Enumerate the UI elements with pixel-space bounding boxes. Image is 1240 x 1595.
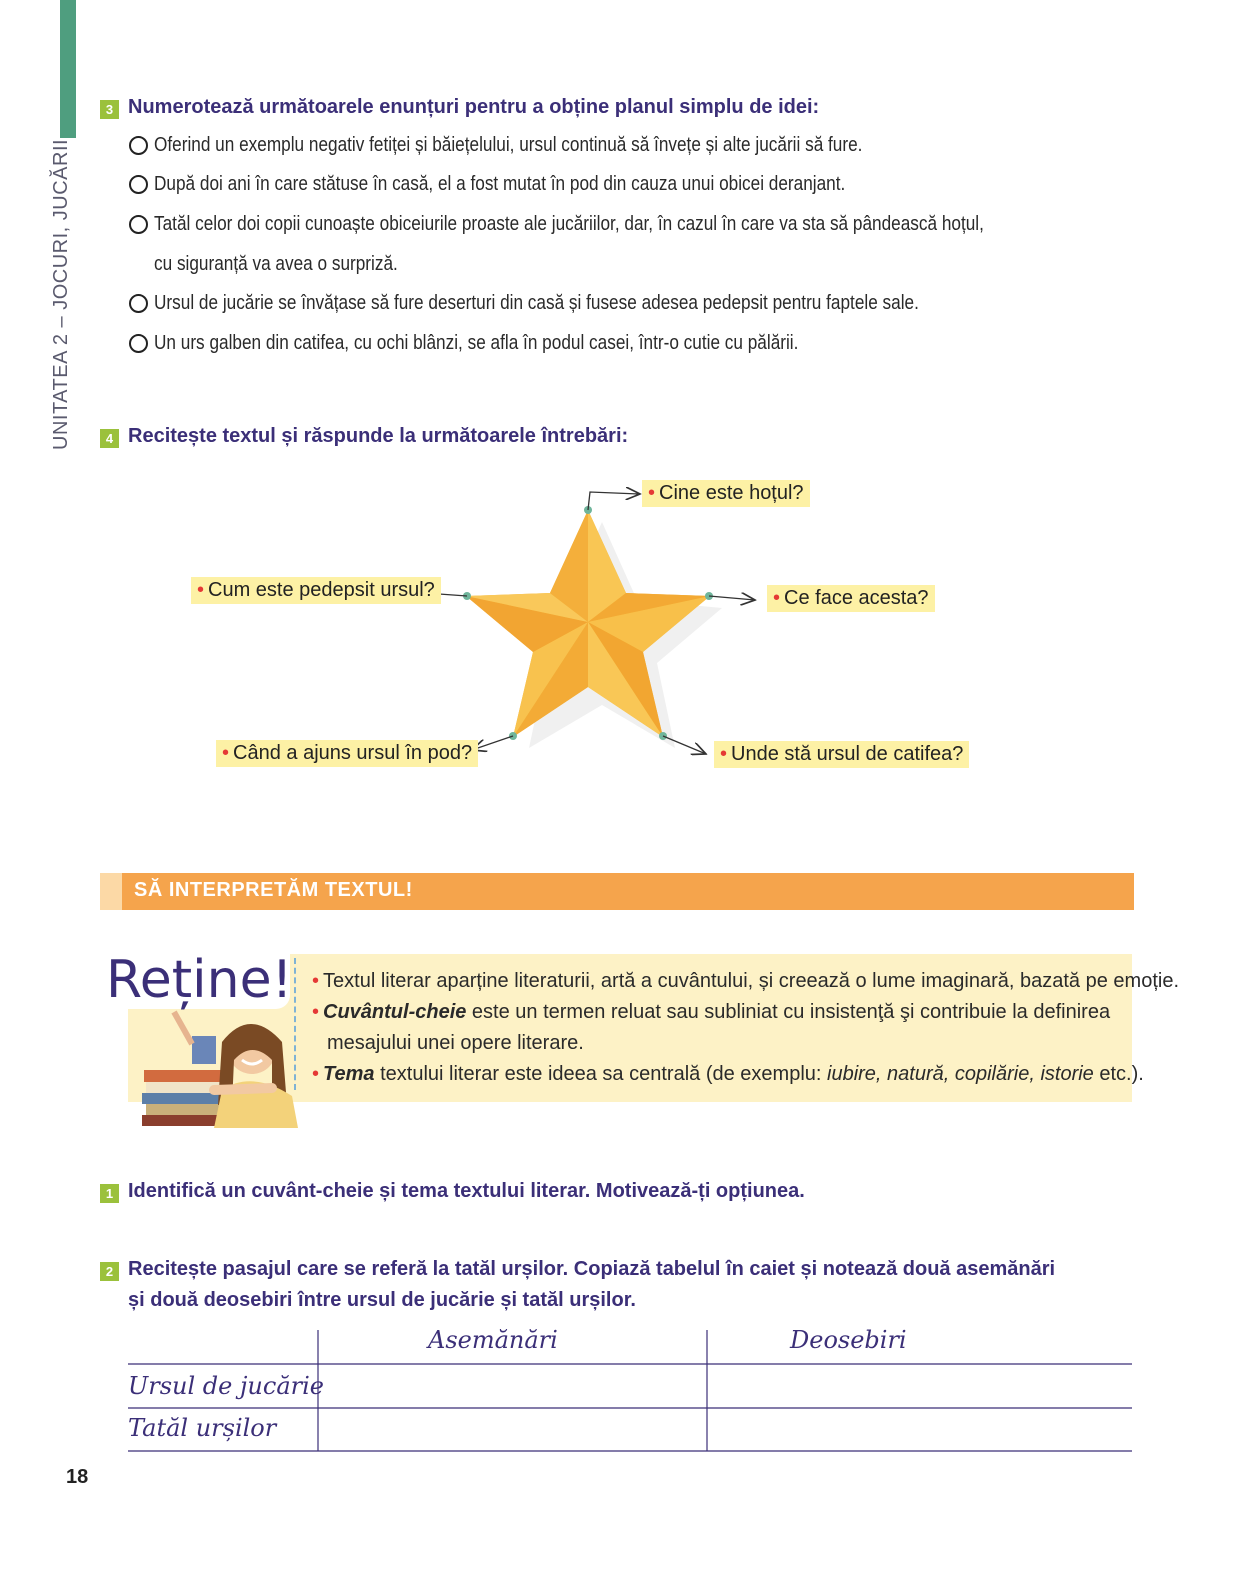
statement-2: După doi ani în care stătuse în casă, el a fost mutat în pod din cauza unui obicei deranjant.	[154, 173, 846, 195]
question-right: • Ce face acesta?	[767, 585, 935, 612]
task-1-title: Identifică un cuvânt-cheie și tema textului literar. Motivează-ți opțiunea.	[128, 1180, 805, 1202]
retine-point-2-continued: mesajului unei opere literare.	[327, 1032, 584, 1054]
retine-point-1: • Textul literar aparține literaturii, artă a cuvântului, și creează o lume imaginară, bazată pe emoție.	[312, 970, 1180, 992]
task-2-title-line-2: și două deosebiri între ursul de jucărie și tatăl urșilor.	[128, 1289, 636, 1311]
question-top: • Cine este hoțul?	[642, 480, 810, 507]
table-row-toy-bear: Ursul de jucărie	[128, 1372, 324, 1400]
task-4-badge: 4	[100, 429, 119, 448]
table-header-similarities: Asemănări	[428, 1326, 558, 1354]
task-1-badge: 1	[100, 1184, 119, 1203]
statement-5: Un urs galben din catifea, cu ochi blânzi, se afla în podul casei, într-o cutie cu pălării.	[154, 332, 799, 354]
task-3-title: Numerotează următoarele enunțuri pentru a obține planul simplu de idei:	[128, 96, 820, 118]
statement-1: Oferind un exemplu negativ fetiței și băiețelului, ursul continuă să învețe și alte jucării să fure.	[154, 134, 863, 156]
question-left: • Cum este pedepsit ursul?	[191, 577, 441, 604]
table-header-differences: Deosebiri	[790, 1326, 907, 1354]
task-3-badge: 3	[100, 100, 119, 119]
retine-heading: Reține!	[106, 950, 293, 1010]
statement-3-continued: cu siguranță va avea o surpriză.	[154, 253, 398, 275]
table-row-father-bear: Tatăl urșilor	[128, 1414, 277, 1442]
question-bottom-right: • Unde stă ursul de catifea?	[714, 741, 969, 768]
page-number: 18	[66, 1466, 89, 1488]
section-title: SĂ INTERPRETĂM TEXTUL!	[134, 879, 413, 901]
statement-3: Tatăl celor doi copii cunoaște obiceiurile proaste ale jucăriilor, dar, în cazul în care va sta să pândească hoțul,	[154, 213, 984, 235]
unit-side-label: UNITATEA 2 – JOCURI, JUCĂRII	[50, 138, 72, 450]
retine-point-3: • Tema textului literar este ideea sa centrală (de exemplu: iubire, natură, copilărie, istorie etc.).	[312, 1063, 1144, 1085]
retine-point-2: • Cuvântul-cheie este un termen reluat sau subliniat cu insistenţă şi contribuie la definirea	[312, 1001, 1111, 1023]
task-2-badge: 2	[100, 1262, 119, 1281]
task-2-title-line-1: Recitește pasajul care se referă la tatăl urșilor. Copiază tabelul în caiet și notează două asemănări	[128, 1258, 1056, 1280]
question-bottom-left: • Când a ajuns ursul în pod?	[216, 740, 478, 767]
task-4-title: Recitește textul și răspunde la următoarele întrebări:	[128, 425, 629, 447]
statement-4: Ursul de jucărie se învățase să fure deserturi din casă și fusese adesea pedepsit pentru faptele sale.	[154, 292, 919, 314]
